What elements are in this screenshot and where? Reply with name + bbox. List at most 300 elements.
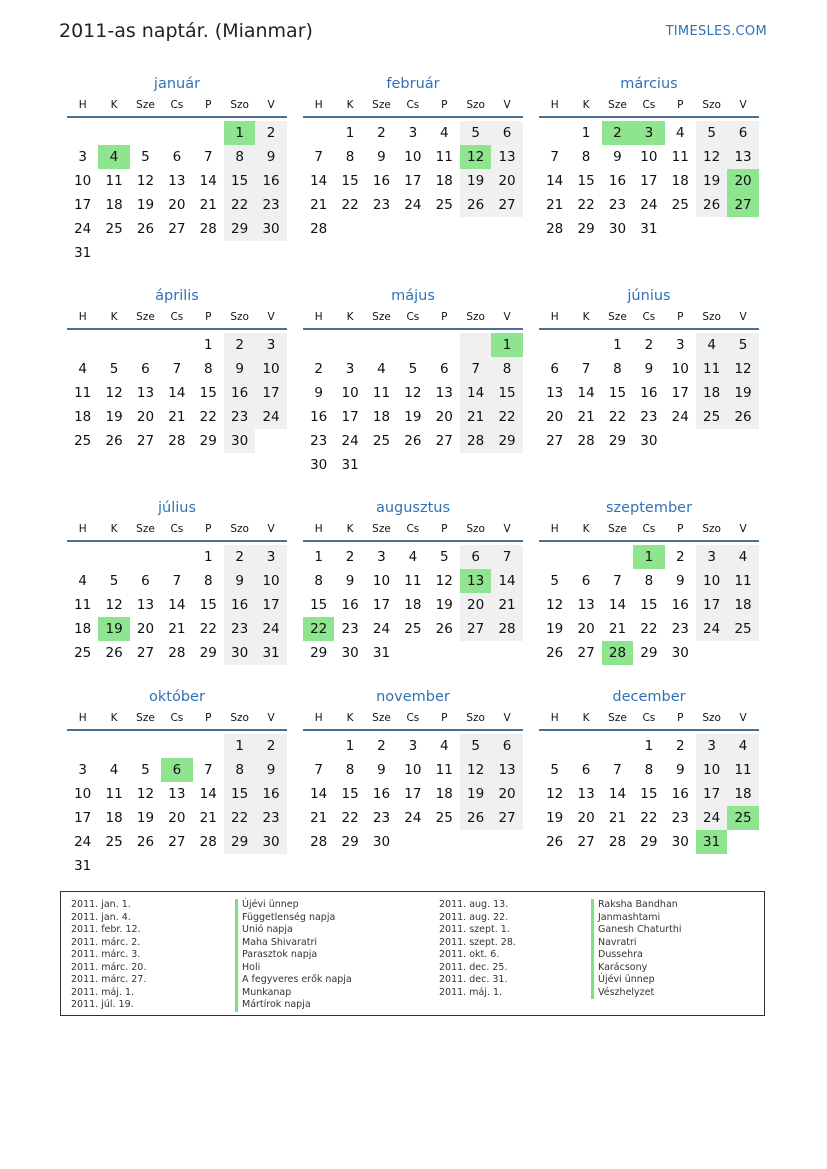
day-cell: 5 — [727, 333, 758, 357]
day-cell: 24 — [372, 621, 391, 637]
day-cell: 25 — [435, 810, 453, 826]
day-cell: 13 — [168, 786, 186, 802]
day-cell: 3 — [696, 545, 727, 569]
weekday-label: V — [267, 99, 275, 111]
day-cell: 1 — [224, 734, 255, 758]
month-10 — [67, 683, 287, 878]
empty-cell — [130, 333, 161, 357]
day-cell: 12 — [136, 173, 155, 189]
legend-left-dates — [71, 899, 146, 1012]
legend-holiday-name: Janmashtami — [591, 912, 682, 925]
day-cell: 6 — [460, 545, 491, 569]
weekday-header — [539, 96, 759, 118]
empty-cell — [98, 545, 129, 569]
weekday-label: Szo — [466, 712, 485, 724]
day-cell: 9 — [675, 573, 685, 589]
day-cell: 6 — [141, 573, 150, 589]
day-cell: 30 — [341, 645, 359, 661]
weekday-label: V — [267, 712, 275, 724]
day-cell: 17 — [341, 409, 359, 425]
day-cell: 23 — [608, 197, 627, 213]
day-cell: 21 — [608, 810, 627, 826]
day-cell: 14 — [199, 173, 217, 189]
day-cell: 24 — [640, 197, 658, 213]
day-cell: 12 — [105, 597, 123, 613]
weekday-label: Sze — [136, 523, 155, 535]
day-cell: 4 — [377, 361, 386, 377]
day-cell: 7 — [203, 149, 213, 165]
day-cell: 2 — [675, 549, 685, 565]
day-cell: 26 — [460, 806, 491, 830]
day-cell: 8 — [491, 357, 522, 381]
day-grid — [303, 545, 523, 665]
day-cell: 3 — [696, 734, 727, 758]
day-cell: 23 — [671, 621, 689, 637]
day-cell: 27 — [546, 433, 564, 449]
holiday-day: 19 — [98, 617, 129, 641]
day-cell: 22 — [341, 810, 359, 826]
weekday-label: P — [205, 311, 212, 323]
weekday-label: Cs — [406, 523, 420, 535]
day-cell: 18 — [372, 409, 391, 425]
day-cell: 11 — [696, 357, 727, 381]
legend-date: 2011. aug. 22. — [439, 911, 509, 923]
weekday-label: P — [441, 523, 448, 535]
day-cell: 21 — [577, 409, 595, 425]
day-cell: 26 — [546, 834, 564, 850]
weekday-header — [303, 96, 523, 118]
day-cell: 19 — [696, 169, 727, 193]
day-cell: 3 — [675, 337, 685, 353]
day-cell: 23 — [372, 810, 391, 826]
day-cell: 12 — [546, 597, 564, 613]
day-cell: 15 — [640, 597, 658, 613]
month-2 — [303, 70, 523, 241]
weekday-label: Szo — [230, 712, 249, 724]
legend-date: 2011. márc. 20. — [71, 961, 147, 973]
empty-cell — [67, 121, 98, 145]
weekday-label: K — [346, 523, 354, 535]
month-name: június — [627, 288, 671, 304]
day-cell: 17 — [255, 381, 286, 405]
day-cell: 12 — [460, 758, 491, 782]
day-cell: 11 — [435, 149, 453, 165]
day-cell: 15 — [199, 385, 217, 401]
month-6 — [539, 282, 759, 453]
day-cell: 31 — [372, 645, 391, 661]
holiday-legend — [60, 891, 765, 1016]
empty-cell — [67, 333, 98, 357]
day-cell: 1 — [203, 337, 213, 353]
day-cell: 7 — [314, 149, 323, 165]
weekday-label: H — [550, 99, 559, 111]
weekday-label: V — [503, 99, 511, 111]
day-cell: 19 — [435, 597, 453, 613]
day-cell: 8 — [345, 149, 355, 165]
legend-date: 2011. márc. 27. — [71, 974, 147, 985]
day-cell: 5 — [460, 734, 491, 758]
weekday-label: Cs — [642, 523, 656, 535]
weekday-label: K — [582, 99, 590, 111]
day-cell: 21 — [199, 197, 217, 213]
day-cell: 8 — [613, 361, 622, 377]
day-cell: 11 — [105, 786, 123, 802]
day-cell: 22 — [199, 409, 217, 425]
weekday-label: V — [503, 712, 511, 724]
day-cell: 29 — [310, 645, 328, 661]
weekday-label: P — [205, 523, 212, 535]
day-cell: 26 — [460, 193, 491, 217]
day-cell: 19 — [546, 810, 564, 826]
day-cell: 19 — [404, 409, 422, 425]
holiday-day: 13 — [460, 569, 491, 593]
day-cell: 16 — [224, 593, 255, 617]
legend-holiday-name: Ganesh Chaturthi — [591, 924, 682, 937]
day-cell: 23 — [255, 193, 286, 217]
day-cell: 20 — [460, 593, 491, 617]
day-cell: 2 — [644, 337, 654, 353]
legend-holiday-name: Újévi ünnep — [235, 899, 352, 912]
day-cell: 21 — [168, 621, 186, 637]
day-cell: 9 — [377, 762, 386, 778]
legend-holiday-name: Dussehra — [591, 949, 682, 962]
day-cell: 1 — [581, 125, 591, 141]
day-cell: 25 — [671, 197, 689, 213]
legend-holiday-name: Parasztok napja — [235, 949, 352, 962]
day-cell: 22 — [608, 409, 627, 425]
empty-cell — [334, 333, 365, 357]
weekday-header — [539, 520, 759, 542]
day-cell: 23 — [224, 405, 255, 429]
weekday-label: Sze — [136, 712, 155, 724]
day-cell: 12 — [404, 385, 422, 401]
day-cell: 22 — [577, 197, 595, 213]
day-cell: 30 — [224, 429, 255, 453]
weekday-label: K — [346, 311, 354, 323]
weekday-label: V — [739, 712, 747, 724]
day-cell: 1 — [203, 549, 213, 565]
day-cell: 13 — [435, 385, 453, 401]
day-cell: 14 — [310, 173, 328, 189]
month-name: szeptember — [605, 500, 693, 516]
day-cell: 29 — [608, 433, 627, 449]
weekday-header — [303, 520, 523, 542]
day-cell: 31 — [341, 457, 359, 473]
month-7 — [67, 494, 287, 665]
day-cell: 14 — [546, 173, 564, 189]
weekday-header — [67, 96, 287, 118]
legend-right-dates — [439, 899, 516, 999]
empty-cell — [98, 333, 129, 357]
day-cell: 16 — [671, 597, 689, 613]
day-cell: 27 — [136, 433, 155, 449]
day-cell: 6 — [491, 734, 522, 758]
legend-date: 2011. júl. 19. — [71, 999, 134, 1010]
day-cell: 12 — [727, 357, 758, 381]
day-cell: 11 — [372, 385, 391, 401]
day-cell: 10 — [640, 149, 658, 165]
weekday-label: V — [503, 523, 511, 535]
day-cell: 16 — [608, 173, 627, 189]
legend-holiday-name: Vészhelyzet — [591, 987, 682, 1000]
day-cell: 17 — [404, 786, 422, 802]
day-cell: 15 — [577, 173, 595, 189]
day-cell: 10 — [404, 762, 422, 778]
day-cell: 9 — [644, 361, 654, 377]
day-cell: 28 — [199, 221, 217, 237]
day-cell: 27 — [577, 645, 595, 661]
day-cell: 9 — [345, 573, 355, 589]
weekday-label: Sze — [372, 99, 391, 111]
day-cell: 10 — [255, 569, 286, 593]
weekday-label: Cs — [170, 523, 184, 535]
day-cell: 13 — [136, 385, 155, 401]
weekday-label: Sze — [608, 712, 627, 724]
weekday-label: Cs — [406, 311, 420, 323]
day-cell: 25 — [727, 617, 758, 641]
day-cell: 28 — [460, 429, 491, 453]
holiday-day: 1 — [224, 121, 255, 145]
empty-cell — [539, 333, 570, 357]
day-cell: 21 — [546, 197, 564, 213]
day-cell: 19 — [460, 169, 491, 193]
day-cell: 7 — [172, 361, 182, 377]
weekday-label: K — [582, 523, 590, 535]
empty-cell — [570, 545, 601, 569]
day-cell: 5 — [460, 121, 491, 145]
day-cell: 8 — [644, 762, 654, 778]
weekday-label: H — [314, 523, 323, 535]
day-cell: 30 — [372, 834, 391, 850]
day-cell: 10 — [74, 173, 92, 189]
weekday-label: H — [78, 523, 87, 535]
weekday-label: P — [677, 523, 684, 535]
day-cell: 26 — [105, 433, 123, 449]
weekday-label: H — [78, 712, 87, 724]
day-grid — [539, 734, 759, 854]
weekday-label: Szo — [466, 311, 485, 323]
day-cell: 10 — [696, 758, 727, 782]
weekday-label: Szo — [702, 712, 721, 724]
day-cell: 17 — [671, 385, 689, 401]
day-cell: 13 — [546, 385, 564, 401]
legend-date: 2011. márc. 2. — [71, 936, 141, 948]
day-cell: 18 — [727, 593, 758, 617]
day-grid — [67, 545, 287, 665]
weekday-label: V — [739, 311, 747, 323]
day-cell: 20 — [435, 409, 453, 425]
day-cell: 13 — [577, 786, 595, 802]
holiday-day: 31 — [696, 830, 727, 854]
day-cell: 12 — [696, 145, 727, 169]
day-cell: 14 — [608, 786, 627, 802]
weekday-label: Sze — [136, 311, 155, 323]
weekday-label: H — [550, 712, 559, 724]
day-cell: 24 — [255, 617, 286, 641]
empty-cell — [161, 121, 192, 145]
day-cell: 10 — [696, 569, 727, 593]
weekday-label: Sze — [608, 311, 627, 323]
month-name: március — [620, 76, 678, 92]
day-cell: 19 — [727, 381, 758, 405]
day-cell: 10 — [404, 149, 422, 165]
weekday-label: K — [346, 712, 354, 724]
legend-date: 2011. máj. 1. — [439, 986, 503, 998]
weekday-label: Cs — [170, 311, 184, 323]
day-cell: 26 — [136, 221, 155, 237]
legend-date: 2011. márc. 3. — [71, 949, 141, 960]
month-8 — [303, 494, 523, 665]
weekday-label: Szo — [702, 523, 721, 535]
weekday-header — [67, 709, 287, 731]
page-title: 2011-as naptár. (Mianmar) — [59, 20, 313, 42]
day-cell: 13 — [168, 173, 186, 189]
day-cell: 6 — [141, 361, 150, 377]
day-cell: 24 — [74, 221, 92, 237]
weekday-label: K — [346, 99, 354, 111]
day-grid — [67, 734, 287, 878]
day-cell: 26 — [136, 834, 155, 850]
day-cell: 30 — [255, 830, 286, 854]
day-cell: 15 — [640, 786, 658, 802]
weekday-label: K — [110, 311, 118, 323]
empty-cell — [570, 734, 601, 758]
day-cell: 14 — [577, 385, 595, 401]
empty-cell — [193, 121, 224, 145]
weekday-label: K — [582, 311, 590, 323]
day-cell: 15 — [341, 786, 359, 802]
day-cell: 16 — [640, 385, 658, 401]
month-name: augusztus — [375, 500, 451, 516]
day-cell: 22 — [224, 806, 255, 830]
weekday-label: V — [267, 523, 275, 535]
day-cell: 21 — [608, 621, 627, 637]
day-cell: 31 — [74, 858, 92, 874]
empty-cell — [397, 333, 428, 357]
day-cell: 14 — [608, 597, 627, 613]
day-cell: 25 — [696, 405, 727, 429]
day-cell: 23 — [224, 617, 255, 641]
day-cell: 19 — [136, 197, 155, 213]
holiday-day: 6 — [161, 758, 192, 782]
weekday-label: Cs — [642, 311, 656, 323]
day-cell: 1 — [613, 337, 622, 353]
day-grid — [303, 121, 523, 241]
day-cell: 4 — [727, 545, 758, 569]
weekday-header — [303, 709, 523, 731]
day-cell: 10 — [341, 385, 359, 401]
day-cell: 3 — [408, 125, 418, 141]
weekday-header — [67, 520, 287, 542]
day-cell: 13 — [491, 145, 522, 169]
day-cell: 30 — [640, 433, 658, 449]
weekday-label: H — [550, 311, 559, 323]
weekday-label: V — [267, 311, 275, 323]
day-cell: 6 — [491, 121, 522, 145]
day-cell: 4 — [78, 573, 87, 589]
day-grid — [303, 333, 523, 477]
legend-date: 2011. febr. 12. — [71, 924, 141, 935]
day-cell: 8 — [314, 573, 323, 589]
day-cell: 8 — [644, 573, 654, 589]
day-cell: 27 — [136, 645, 155, 661]
day-cell: 27 — [491, 193, 522, 217]
day-cell: 25 — [372, 433, 391, 449]
day-cell: 28 — [608, 834, 627, 850]
holiday-day: 3 — [633, 121, 664, 145]
day-cell: 2 — [255, 121, 286, 145]
day-cell: 8 — [203, 361, 213, 377]
weekday-label: Sze — [608, 523, 627, 535]
day-cell: 19 — [460, 782, 491, 806]
weekday-label: Sze — [608, 99, 627, 111]
weekday-label: H — [314, 99, 323, 111]
holiday-day: 2 — [602, 121, 633, 145]
empty-cell — [429, 333, 460, 357]
month-name: október — [149, 689, 205, 705]
weekday-label: K — [110, 99, 118, 111]
day-cell: 7 — [460, 357, 491, 381]
legend-date: 2011. máj. 1. — [71, 986, 135, 998]
day-cell: 20 — [168, 810, 186, 826]
weekday-label: K — [110, 523, 118, 535]
day-cell: 15 — [310, 597, 328, 613]
day-cell: 8 — [203, 573, 213, 589]
day-cell: 10 — [74, 786, 92, 802]
day-cell: 18 — [727, 782, 758, 806]
holiday-day: 20 — [727, 169, 758, 193]
day-cell: 2 — [224, 545, 255, 569]
day-cell: 30 — [608, 221, 627, 237]
day-cell: 28 — [491, 617, 522, 641]
legend-holiday-name: A fegyveres erők napja — [235, 974, 352, 987]
day-cell: 27 — [491, 806, 522, 830]
holiday-day: 28 — [602, 641, 633, 665]
day-cell: 20 — [136, 409, 155, 425]
legend-holiday-name: Unió napja — [235, 924, 352, 937]
day-cell: 9 — [255, 758, 286, 782]
day-cell: 16 — [255, 782, 286, 806]
day-cell: 11 — [74, 385, 92, 401]
empty-cell — [460, 333, 491, 357]
day-cell: 29 — [199, 433, 217, 449]
legend-date: 2011. szept. 1. — [439, 924, 510, 935]
holiday-day: 4 — [98, 145, 129, 169]
weekday-label: Szo — [702, 99, 721, 111]
weekday-label: K — [110, 712, 118, 724]
day-cell: 8 — [581, 149, 591, 165]
day-cell: 28 — [310, 221, 328, 237]
day-cell: 20 — [491, 169, 522, 193]
day-cell: 27 — [460, 617, 491, 641]
day-cell: 15 — [199, 597, 217, 613]
legend-date: 2011. jan. 4. — [71, 911, 131, 923]
empty-cell — [570, 333, 601, 357]
day-cell: 6 — [727, 121, 758, 145]
weekday-label: Sze — [372, 311, 391, 323]
legend-holiday-name: Navratri — [591, 937, 682, 950]
site-link[interactable]: TIMESLES.COM — [665, 24, 767, 39]
day-cell: 18 — [671, 173, 689, 189]
day-cell: 6 — [581, 573, 591, 589]
weekday-label: Szo — [230, 311, 249, 323]
day-cell: 4 — [439, 738, 449, 754]
day-cell: 5 — [141, 149, 150, 165]
day-cell: 7 — [203, 762, 213, 778]
legend-date: 2011. aug. 13. — [439, 899, 509, 910]
legend-holiday-name: Függetlenség napja — [235, 912, 352, 925]
empty-cell — [303, 121, 334, 145]
